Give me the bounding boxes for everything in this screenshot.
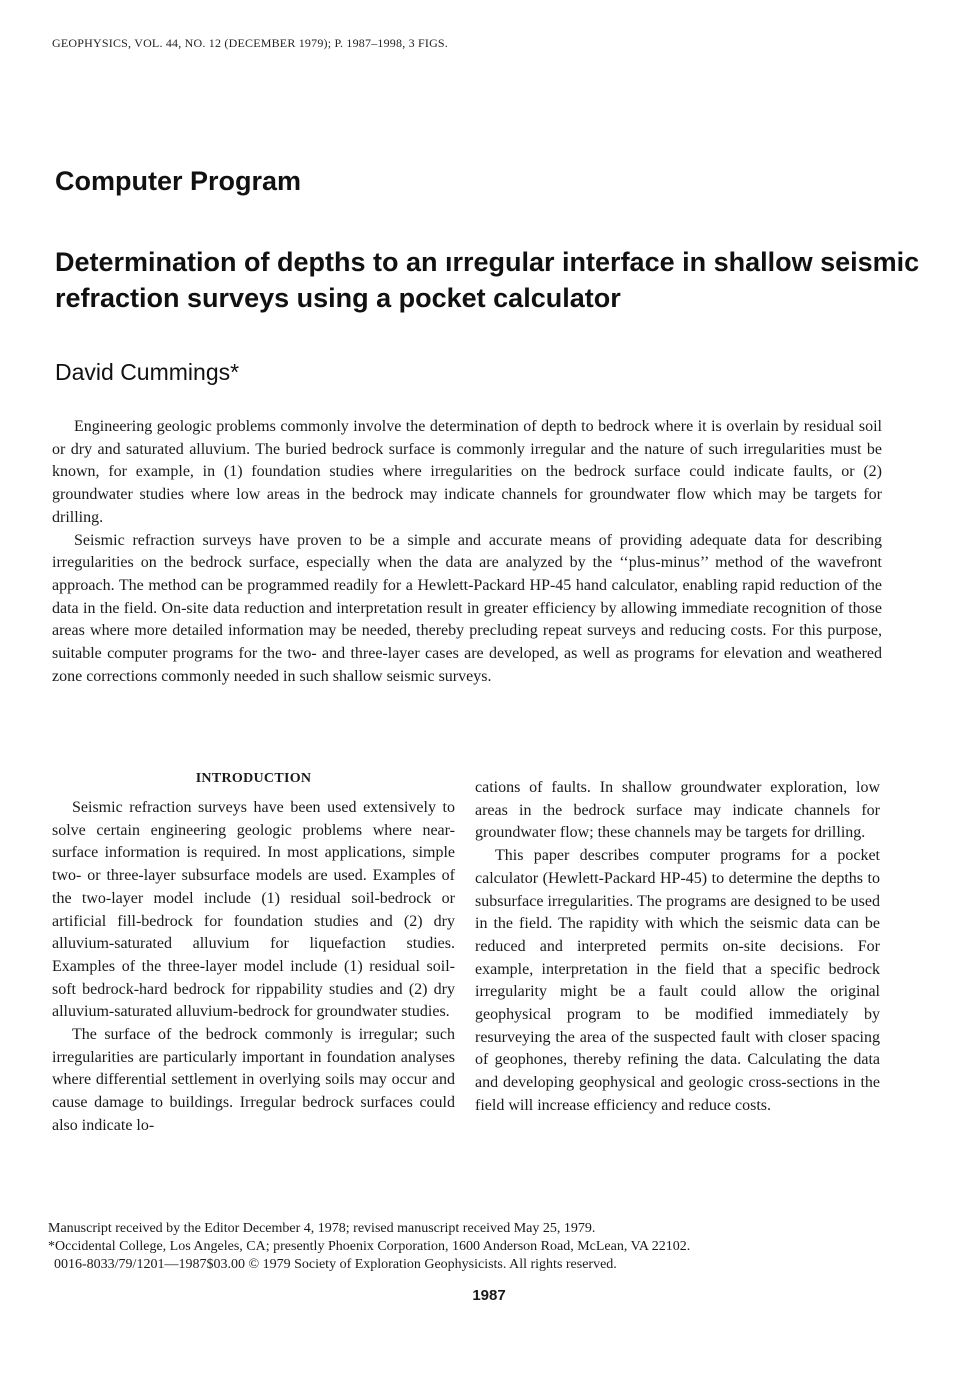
footnote-received: Manuscript received by the Editor December 4, 1978; revised manuscript received May 25, 1979. [48, 1221, 596, 1236]
introduction-heading: INTRODUCTION [195, 771, 312, 786]
running-head: GEOPHYSICS, VOL. 44, NO. 12 (DECEMBER 1979); P. 1987–1998, 3 FIGS. [52, 36, 449, 50]
footnote-affiliation: *Occidental College, Los Angeles, CA; presently Phoenix Corporation, 1600 Anderson Road, McLean, VA 22102. [48, 1239, 691, 1254]
body-paragraph-continuation: cations of faults. In shallow groundwater exploration, low areas in the bedrock surface may indicate channels for groundwater flow; these channels may be targets for drilling. [475, 779, 880, 842]
article-title: Determination of depths to an ırregular interface in shallow seismic refraction surveys using a pocket calculator [55, 247, 920, 313]
right-column [475, 777, 880, 1118]
section-label: Computer Program [55, 166, 302, 196]
left-column [52, 768, 455, 1138]
page-number: 1987 [472, 1287, 506, 1304]
author-name: David Cummings* [55, 359, 240, 385]
abstract [52, 416, 882, 688]
footnote-copyright: 0016-8033/79/1201—1987$03.00 © 1979 Society of Exploration Geophysicists. All rights reserved. [54, 1257, 617, 1272]
abstract-paragraph: Engineering geologic problems commonly involve the determination of depth to bedrock where it is overlain by residual soil or dry and saturated alluvium. The buried bedrock surface is commonly irregular and the nature of such irregularities must be known, for example, in (1) foundation studies where irregularities on the bedrock surface could indicate faults, or (2) groundwater studies where low areas in the bedrock may indicate channels for groundwater flow which may be targets for drilling. [52, 418, 882, 526]
body-paragraph: The surface of the bedrock commonly is irregular; such irregularities are particularly important in foundation analyses where differential settlement in overlying soils may occur and cause damage to buildings. Irregular bedrock surfaces could also indicate lo- [52, 1026, 455, 1134]
abstract-paragraph: Seismic refraction surveys have proven to be a simple and accurate means of providing adequate data for describing irregularities on the bedrock surface, especially when the data are analyzed by the ‘‘plus-minus’’ method of the wavefront approach. The method can be programmed readily for a Hewlett-Packard HP-45 hand calculator, enabling rapid reduction of the data in the field. On-site data reduction and interpretation result in greater efficiency by allowing immediate recognition of those areas where more detailed information may be needed, thereby precluding repeat surveys and reducing costs. For this purpose, suitable computer programs for the two- and three-layer cases are developed, as well as programs for elevation and weathered zone corrections commonly needed in such shallow seismic surveys. [52, 531, 882, 685]
footnotes [48, 1220, 908, 1274]
body-paragraph: This paper describes computer programs for a pocket calculator (Hewlett-Packard HP-45) to determine the depths to subsurface irregularities. The programs are designed to be used in the field. The rapidity with which the seismic data can be reduced and interpreted permits on-site decisions. For example, interpretation in the field that a specific bedrock irregularity might be a fault could allow the original geophysical program to be modified immediately by resurveying the area of the suspected fault with closer spacing of geophones, thereby refining the data. Calculating the data and developing geophysical and geologic cross-sections in the field will increase efficiency and reduce costs. [475, 847, 880, 1114]
body-paragraph: Seismic refraction surveys have been used extensively to solve certain engineering geologic problems where near-surface information is required. In most applications, simple two- or three-layer subsurface models are used. Examples of the two-layer model include (1) residual soil-bedrock or artificial fill-bedrock for foundation studies and (2) dry alluvium-saturated alluvium for liquefaction studies. Examples of the three-layer model include (1) residual soil-soft bedrock-hard bedrock for rippability studies and (2) dry alluvium-saturated alluvium-bedrock for groundwater studies. [52, 799, 455, 1021]
